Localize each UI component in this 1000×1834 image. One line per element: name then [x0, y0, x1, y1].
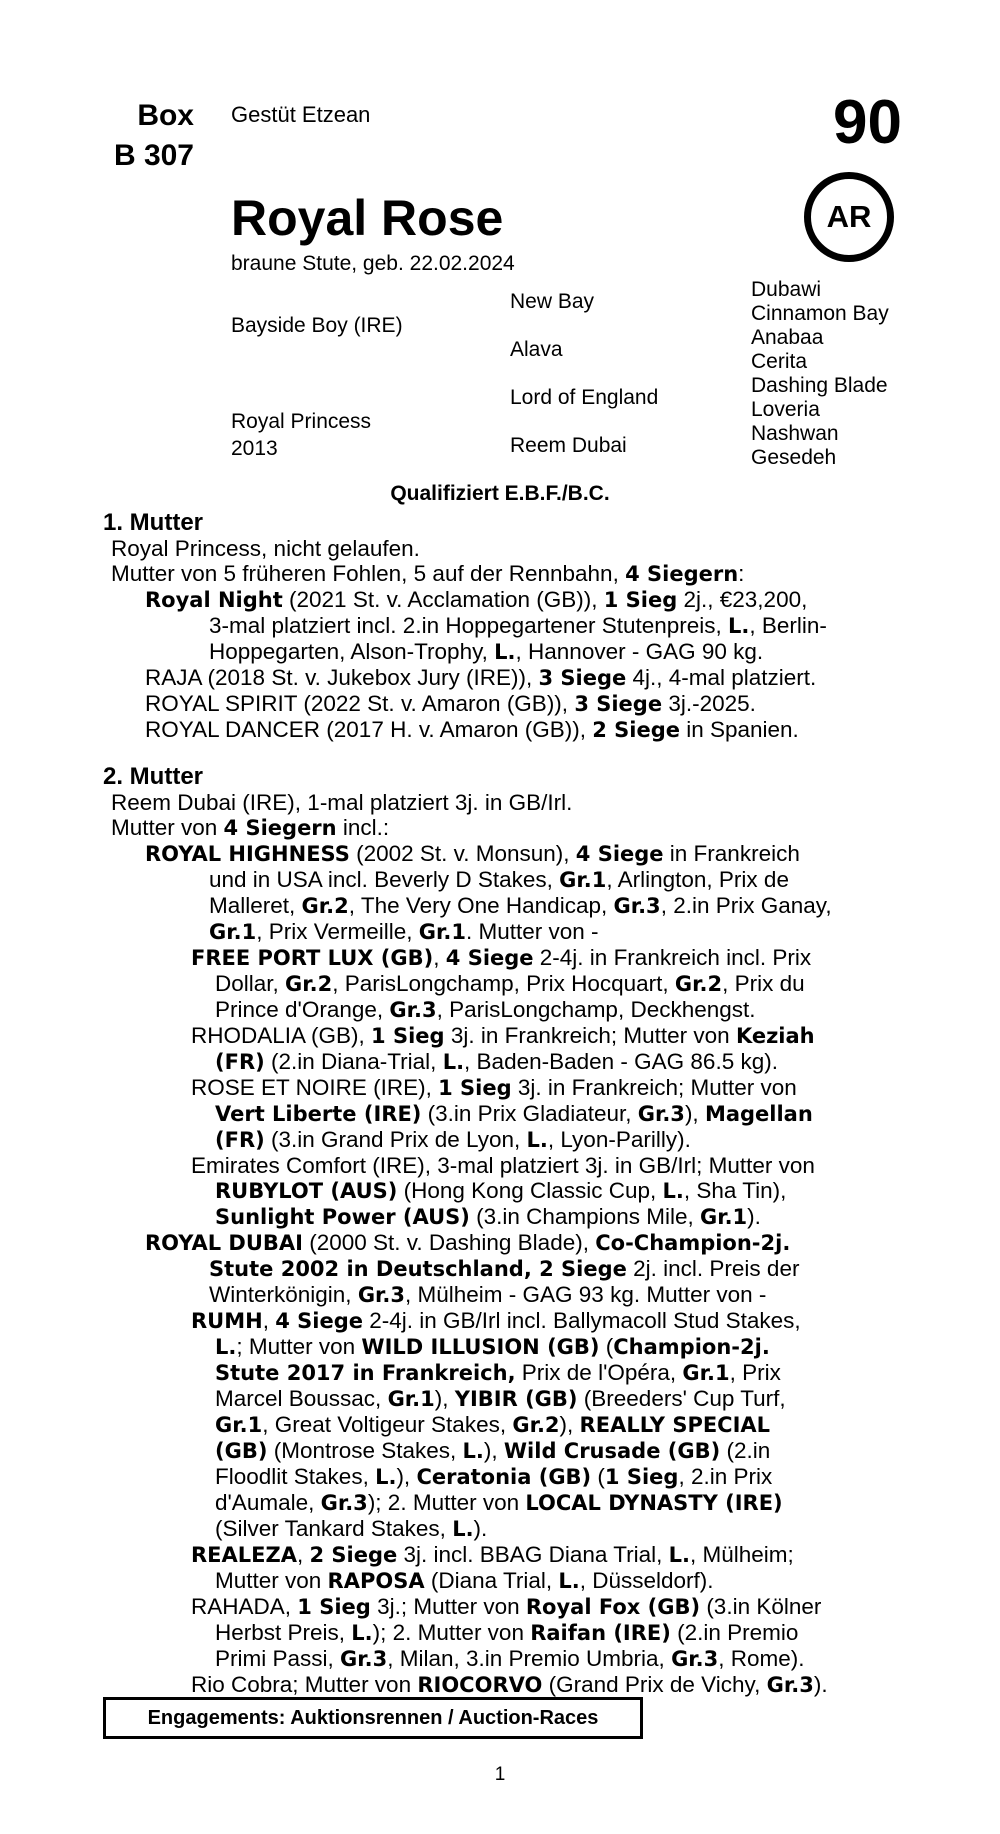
text-line: Stute 2002 in Deutschland, 2 Siege 2j. incl. Preis der — [209, 1256, 800, 1281]
text-line: Dollar, Gr.2, ParisLongchamp, Prix Hocquart, Gr.2, Prix du — [215, 971, 805, 996]
text-line: RHODALIA (GB), 1 Sieg 3j. in Frankreich; Mutter von Keziah — [191, 1023, 815, 1048]
pedigree-great-grandparent: Dashing Blade — [751, 374, 888, 397]
text-line: Marcel Boussac, Gr.1), YIBIR (GB) (Breeders' Cup Turf, — [215, 1386, 786, 1411]
first-dam-heading: 1. Mutter — [103, 509, 204, 536]
text-line: 3-mal platziert incl. 2.in Hoppegartener Stutenpreis, L., Berlin- — [209, 613, 827, 638]
ar-badge — [804, 172, 894, 262]
text-line: Herbst Preis, L.); 2. Mutter von Raifan (IRE) (2.in Premio — [215, 1620, 799, 1645]
engagements-label: Engagements: Auktionsrennen / Auction-Races — [147, 1706, 599, 1729]
text-line: und in USA incl. Beverly D Stakes, Gr.1, Arlington, Prix de — [209, 867, 789, 892]
box-word: Box — [137, 99, 194, 132]
text-line: Mutter von 4 Siegern incl.: — [111, 815, 390, 840]
text-line: ROYAL DANCER (2017 H. v. Amaron (GB)), 2 Siege in Spanien. — [145, 717, 799, 742]
text-line: RAHADA, 1 Sieg 3j.; Mutter von Royal Fox (GB) (3.in Kölner — [191, 1594, 822, 1619]
text-line: Sunlight Power (AUS) (3.in Champions Mile, Gr.1). — [215, 1204, 761, 1229]
text-line: (FR) (2.in Diana-Trial, L., Baden-Baden - GAG 86.5 kg). — [215, 1049, 778, 1074]
ar-badge-label: AR — [826, 199, 872, 234]
text-line: d'Aumale, Gr.3); 2. Mutter von LOCAL DYNASTY (IRE) — [215, 1490, 783, 1515]
qualification: Qualifiziert E.B.F./B.C. — [390, 482, 610, 505]
text-line: ROYAL HIGHNESS (2002 St. v. Monsun), 4 Siege in Frankreich — [145, 841, 800, 866]
page-number: 1 — [494, 1764, 506, 1785]
pedigree-great-grandparent: Nashwan — [751, 422, 839, 445]
pedigree-great-grandparent: Dubawi — [751, 278, 822, 301]
text-line: FREE PORT LUX (GB), 4 Siege 2-4j. in Frankreich incl. Prix — [191, 945, 812, 970]
pedigree-dam-year: 2013 — [231, 437, 278, 460]
second-dam-block — [103, 790, 903, 1698]
text-line: Hoppegarten, Alson-Trophy, L., Hannover - GAG 90 kg. — [209, 639, 764, 664]
pedigree-dam: Royal Princess — [231, 410, 372, 433]
text-line: Malleret, Gr.2, The Very One Handicap, Gr.3, 2.in Prix Ganay, — [209, 893, 832, 918]
text-line: Emirates Comfort (IRE), 3-mal platziert 3j. in GB/Irl; Mutter von — [191, 1153, 815, 1178]
breeder: Gestüt Etzean — [231, 102, 371, 127]
text-line: Royal Princess, nicht gelaufen. — [111, 536, 420, 561]
text-line: RUBYLOT (AUS) (Hong Kong Classic Cup, L., Sha Tin), — [215, 1178, 787, 1203]
text-line: ROYAL SPIRIT (2022 St. v. Amaron (GB)), 3 Siege 3j.-2025. — [145, 691, 756, 716]
text-line: Mutter von 5 früheren Fohlen, 5 auf der Rennbahn, 4 Siegern: — [111, 561, 745, 586]
text-line: Rio Cobra; Mutter von RIOCORVO (Grand Prix de Vichy, Gr.3). — [191, 1672, 828, 1697]
text-line: (GB) (Montrose Stakes, L.), Wild Crusade (GB) (2.in — [215, 1438, 771, 1463]
pedigree-great-grandparent: Loveria — [751, 398, 820, 421]
text-line: Gr.1, Prix Vermeille, Gr.1. Mutter von - — [209, 919, 599, 944]
lot-number: 90 — [833, 88, 902, 157]
text-line: Mutter von RAPOSA (Diana Trial, L., Düsseldorf). — [215, 1568, 714, 1593]
text-line: (FR) (3.in Grand Prix de Lyon, L., Lyon-Parilly). — [215, 1127, 691, 1152]
second-dam-heading: 2. Mutter — [103, 763, 204, 790]
text-line: RAJA (2018 St. v. Jukebox Jury (IRE)), 3 Siege 4j., 4-mal platziert. — [145, 665, 817, 690]
box-number: B 307 — [113, 139, 194, 172]
pedigree-great-grandparent: Gesedeh — [751, 446, 837, 469]
text-line: Winterkönigin, Gr.3, Mülheim - GAG 93 kg. Mutter von - — [209, 1282, 767, 1307]
pedigree-great-grandparent: Cerita — [751, 350, 808, 373]
text-line: Stute 2017 in Frankreich, Prix de l'Opéra, Gr.1, Prix — [215, 1360, 781, 1385]
text-line: L.; Mutter von WILD ILLUSION (GB) (Champion-2j. — [215, 1334, 770, 1359]
text-line: Floodlit Stakes, L.), Ceratonia (GB) (1 Sieg, 2.in Prix — [215, 1464, 773, 1489]
text-line: (Silver Tankard Stakes, L.). — [215, 1516, 488, 1541]
text-line: Royal Night (2021 St. v. Acclamation (GB)), 1 Sieg 2j., €23,200, — [145, 587, 808, 612]
text-line: REALEZA, 2 Siege 3j. incl. BBAG Diana Trial, L., Mülheim; — [191, 1542, 794, 1567]
text-line: Primi Passi, Gr.3, Milan, 3.in Premio Umbria, Gr.3, Rome). — [215, 1646, 805, 1671]
pedigree-grandparent: Lord of England — [510, 386, 659, 409]
pedigree-grandparent: Alava — [510, 338, 563, 361]
pedigree-grandparent: Reem Dubai — [510, 434, 627, 457]
text-line: Gr.1, Great Voltigeur Stakes, Gr.2), REALLY SPECIAL — [215, 1412, 771, 1437]
text-line: RUMH, 4 Siege 2-4j. in GB/Irl incl. Ballymacoll Stud Stakes, — [191, 1308, 801, 1333]
text-line: Reem Dubai (IRE), 1-mal platziert 3j. in GB/Irl. — [111, 790, 573, 815]
pedigree-great-grandparent: Anabaa — [751, 326, 824, 349]
pedigree-sire: Bayside Boy (IRE) — [231, 314, 403, 337]
box-label — [90, 96, 194, 176]
first-dam-block — [103, 536, 903, 743]
horse-name: Royal Rose — [231, 190, 504, 246]
text-line: ROSE ET NOIRE (IRE), 1 Sieg 3j. in Frankreich; Mutter von — [191, 1075, 797, 1100]
text-line: ROYAL DUBAI (2000 St. v. Dashing Blade), Co-Champion-2j. — [145, 1230, 791, 1255]
text-line: Prince d'Orange, Gr.3, ParisLongchamp, Deckhengst. — [215, 997, 756, 1022]
text-line: Vert Liberte (IRE) (3.in Prix Gladiateur, Gr.3), Magellan — [215, 1101, 813, 1126]
horse-description: braune Stute, geb. 22.02.2024 — [231, 252, 515, 275]
pedigree-grandparent: New Bay — [510, 290, 595, 313]
engagements-box — [103, 1697, 643, 1739]
pedigree-great-grandparent: Cinnamon Bay — [751, 302, 889, 325]
